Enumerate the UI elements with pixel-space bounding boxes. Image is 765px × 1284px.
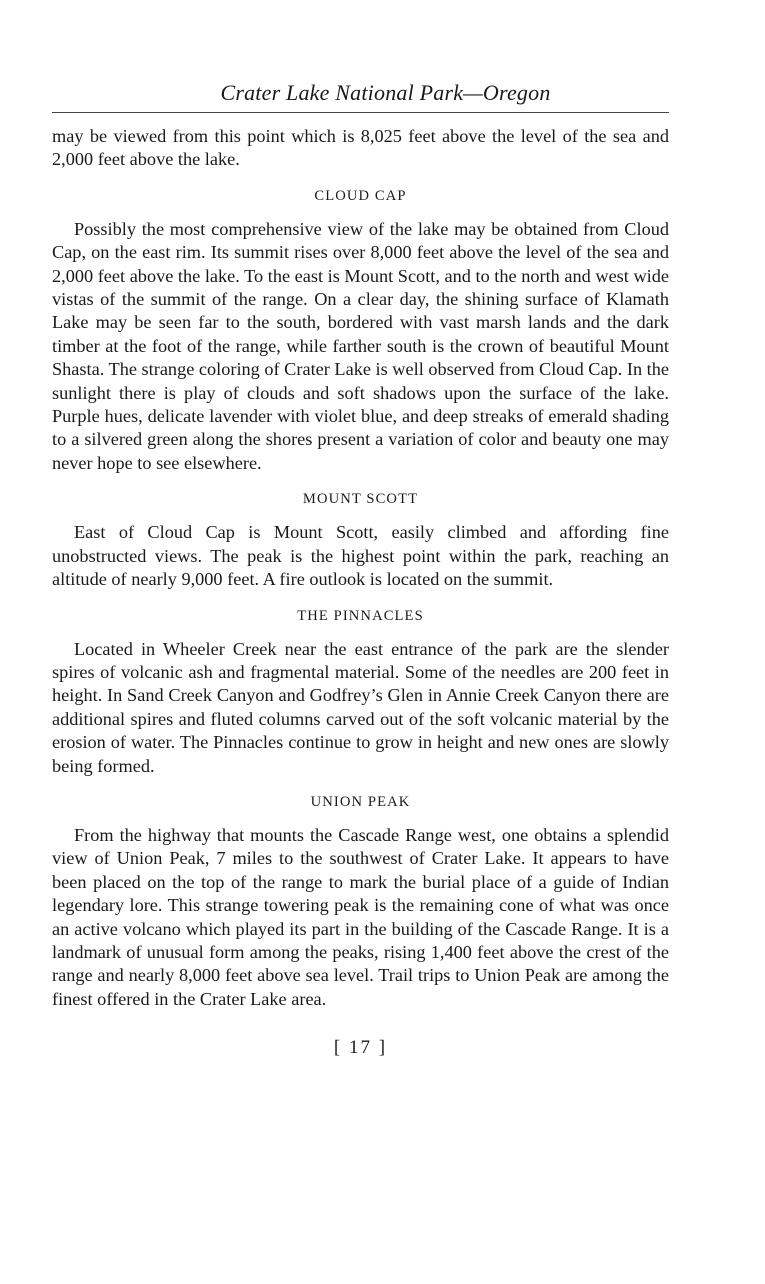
paragraph-the-pinnacles: Located in Wheeler Creek near the east entrance of the park are the slender spires of volcanic ash and fragmental material. Some of the needles are 200 feet in height. In Sand Creek Canyon and Godfrey’s Glen in Annie Creek Canyon there are additional spires and fluted columns carved out of the soft volcanic material by the erosion of water. The Pinnacles continue to grow in height and new ones are slowly being formed.: [52, 638, 669, 776]
paragraph-mount-scott: East of Cloud Cap is Mount Scott, easily climbed and affording fine unobstructed views. The peak is the highest point within the park, reaching an altitude of nearly 9,000 feet. A fire outlook is located on the summit.: [52, 522, 669, 590]
section-heading-cloud-cap: CLOUD CAP: [314, 187, 407, 204]
running-head: Crater Lake National Park—Oregon: [52, 78, 669, 113]
section-heading-the-pinnacles: THE PINNACLES: [297, 607, 424, 624]
paragraph-union-peak: From the highway that mounts the Cascade Range west, one obtains a splendid view of Union Peak, 7 miles to the southwest of Crater Lake. It appears to have been placed on the top of the range to mark the burial place of a guide of Indian legendary lore. This strange towering peak is the remaining cone of what was once an active volcano which played its part in the building of the Cascade Range. It is a landmark of unusual form among the peaks, rising 1,400 feet above the crest of the range and nearly 8,000 feet above sea level. Trail trips to Union Peak are among the finest offered in the Crater Lake area.: [52, 824, 669, 1009]
book-page: [52, 78, 669, 1059]
continued-paragraph: may be viewed from this point which is 8,025 feet above the level of the sea and 2,000 feet above the lake.: [52, 126, 669, 170]
section-heading-union-peak: UNION PEAK: [310, 793, 411, 810]
paragraph-cloud-cap: Possibly the most comprehensive view of the lake may be obtained from Cloud Cap, on the east rim. Its summit rises over 8,000 feet above the level of the sea and 2,000 feet above the lake. To the east is Mount Scott, and to the north and west wide vistas of the summit of the range. On a clear day, the shining surface of Klamath Lake may be seen far to the south, bordered with vast marsh lands and the dark timber at the foot of the range, while farther south is the crown of beautiful Mount Shasta. The strange coloring of Crater Lake is well observed from Cloud Cap. In the sunlight there is play of clouds and soft shadows upon the surface of the lake. Purple hues, delicate lavender with violet blue, and deep streaks of emerald shading to a silvered green along the shores present a variation of color and beauty one may never hope to see elsewhere.: [52, 218, 670, 473]
section-heading-mount-scott: MOUNT SCOTT: [302, 491, 419, 508]
page-number: [ 17 ]: [333, 1037, 388, 1059]
